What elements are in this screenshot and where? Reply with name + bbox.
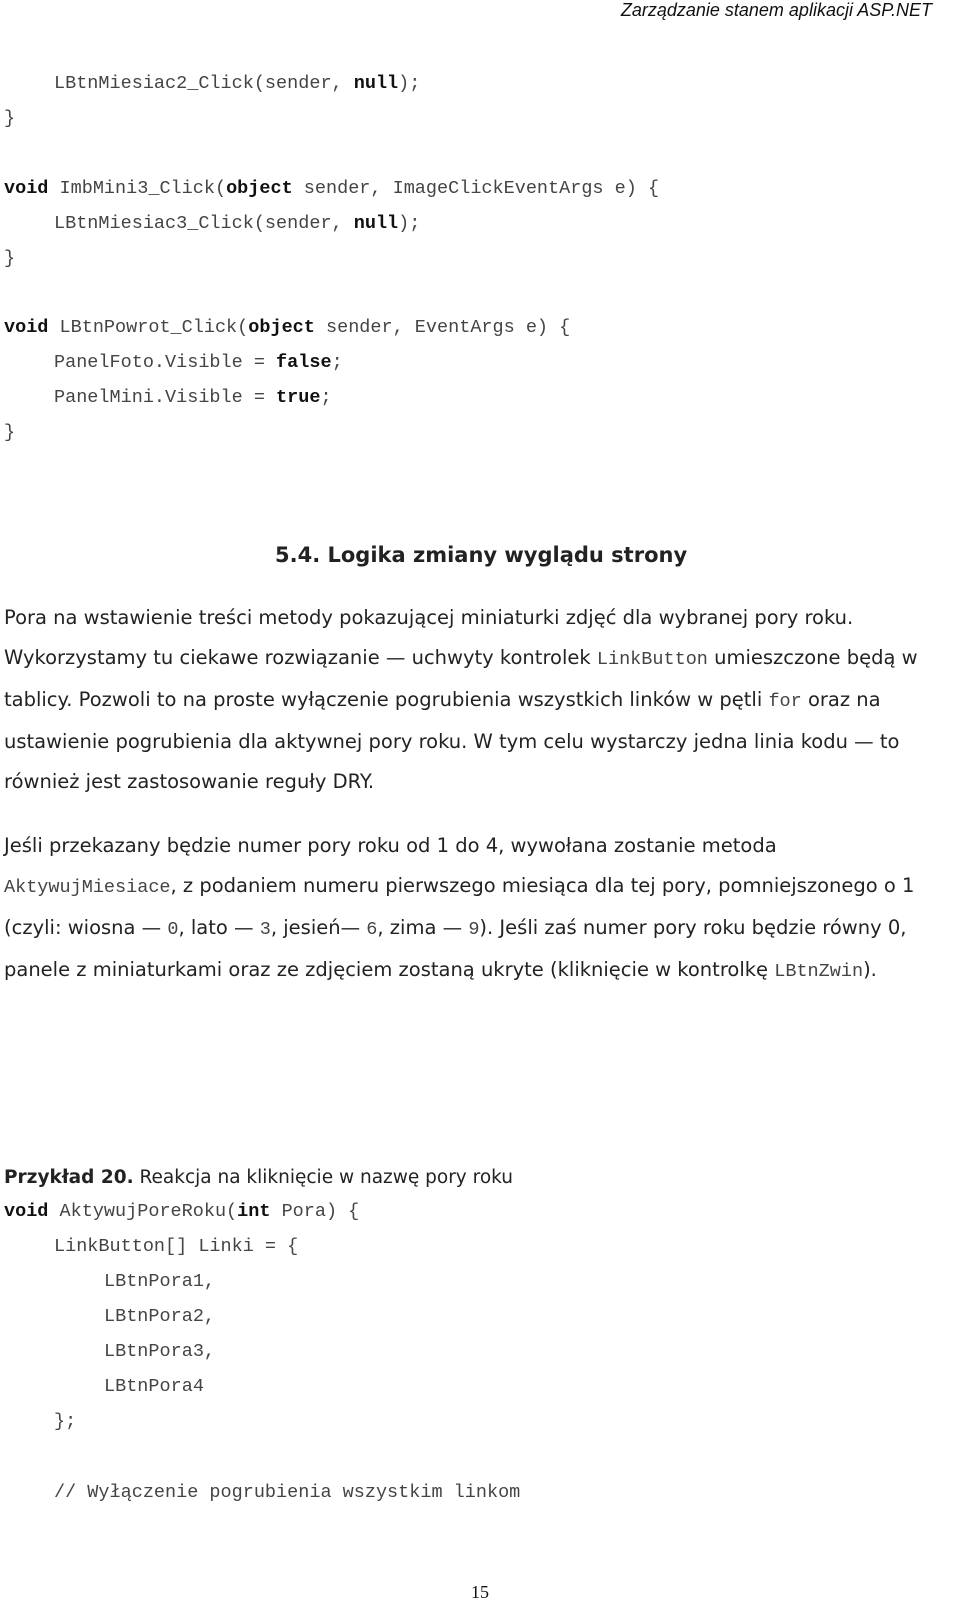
code-line: LBtnMiesiac3_Click(sender, null); bbox=[54, 213, 421, 234]
running-header: Zarządzanie stanem aplikacji ASP.NET bbox=[620, 0, 932, 20]
code-line: LBtnPora2, bbox=[104, 1306, 216, 1327]
code-line: } bbox=[4, 108, 16, 129]
code-comment: // Wyłączenie pogrubienia wszystkim linkom bbox=[54, 1482, 521, 1503]
section-heading: 5.4. Logika zmiany wyglądu strony bbox=[275, 543, 688, 567]
code-line: LBtnPora1, bbox=[104, 1271, 216, 1292]
code-line: void AktywujPoreRoku(int Pora) { bbox=[4, 1201, 360, 1222]
code-line: PanelFoto.Visible = false; bbox=[54, 352, 343, 373]
code-line: PanelMini.Visible = true; bbox=[54, 387, 332, 408]
code-line: LBtnPora3, bbox=[104, 1341, 216, 1362]
code-line: LBtnMiesiac2_Click(sender, null); bbox=[54, 73, 421, 94]
paragraph: Jeśli przekazany będzie numer pory roku od 1 do 4, wywołana zostanie metoda AktywujMiesiace, z podaniem numeru pierwszego miesiąca dla tej pory, pomniejszonego o 1 (czyli: wiosna — 0, lato — 3, jesień— 6, zima — 9). Jeśli zaś numer pory roku będzie równy 0, panele z miniaturkami oraz ze zdjęciem zostaną ukryte (kliknięcie w kontrolkę LBtnZwin). bbox=[4, 834, 915, 982]
code-line: }; bbox=[54, 1411, 77, 1432]
example-caption: Przykład 20. Reakcja na kliknięcie w nazwę pory roku bbox=[4, 1167, 514, 1188]
code-line: void LBtnPowrot_Click(object sender, EventArgs e) { bbox=[4, 317, 571, 338]
code-line: LBtnPora4 bbox=[104, 1376, 204, 1397]
paragraph: Pora na wstawienie treści metody pokazującej miniaturki zdjęć dla wybranej pory roku. Wykorzystamy tu ciekawe rozwiązanie — uchwyty kontrolek LinkButton umieszczone będą w tablicy. Pozwoli to na proste wyłączenie pogrubienia wszystkich linków w pętli for oraz na ustawienie pogrubienia dla aktywnej pory roku. W tym celu wystarczy jedna linia kodu — to również jest zastosowanie reguły DRY. bbox=[4, 606, 918, 793]
code-line: } bbox=[4, 248, 16, 269]
code-line: } bbox=[4, 422, 16, 443]
code-line: LinkButton[] Linki = { bbox=[54, 1236, 299, 1257]
page-number: 15 bbox=[471, 1582, 489, 1602]
code-line: void ImbMini3_Click(object sender, ImageClickEventArgs e) { bbox=[4, 178, 660, 199]
